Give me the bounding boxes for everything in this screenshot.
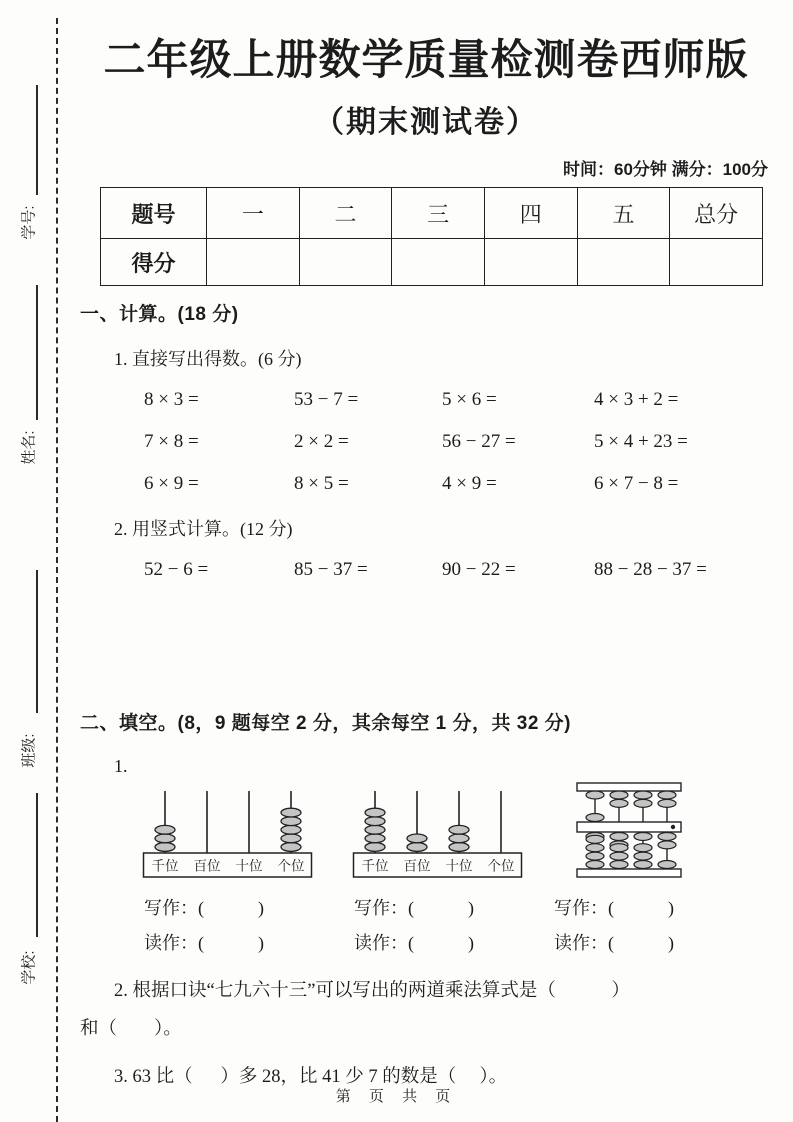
- student-id-blank-line: [36, 85, 38, 195]
- abacus-figure-2: [352, 790, 524, 880]
- score-table-header-cell: 三: [392, 188, 485, 239]
- score-table-value-row: [101, 239, 763, 286]
- read-as-blank: 读作：( ): [554, 933, 674, 954]
- math-problem: 6 × 9 =: [144, 472, 199, 494]
- math-problem: 52 − 6 =: [144, 559, 209, 581]
- math-problem: 53 − 7 =: [294, 389, 359, 411]
- svg-text:十位: 十位: [445, 858, 473, 874]
- section2-heading: 二、填空。(8，9 题每空 2 分，其余每空 1 分，共 32 分): [80, 713, 572, 735]
- name-blank-line: [36, 285, 38, 420]
- abacus-figure-3-suanpan: [574, 780, 684, 880]
- score-table: [100, 187, 763, 286]
- math-problem: 2 × 2 =: [294, 430, 349, 452]
- svg-text:千位: 千位: [151, 858, 179, 874]
- score-table-header-row: [101, 188, 763, 239]
- section1-sub2-label: 2. 用竖式计算。(12 分): [114, 519, 293, 540]
- svg-text:千位: 千位: [361, 858, 389, 874]
- time-and-score-meta: 时间：60分钟 满分：100分: [563, 160, 768, 180]
- math-problem: 56 − 27 =: [442, 430, 516, 452]
- section1-heading: 一、计算。(18 分): [80, 304, 239, 326]
- school-label: 学校:: [20, 950, 38, 985]
- score-cell-empty: [484, 239, 577, 286]
- exam-body: [80, 0, 772, 1089]
- svg-text:十位: 十位: [235, 858, 263, 874]
- read-as-blank: 读作：( ): [144, 933, 264, 954]
- score-table-header-cell: 题号: [101, 188, 207, 239]
- name-label: 姓名:: [20, 430, 38, 465]
- score-table-header-cell: 二: [299, 188, 392, 239]
- page-footer: 第 页 共 页: [335, 1088, 458, 1105]
- school-blank-line: [36, 793, 38, 937]
- score-cell-empty: [670, 239, 763, 286]
- score-table-header-cell: 四: [484, 188, 577, 239]
- class-label: 班级:: [20, 733, 38, 768]
- score-cell-empty: [299, 239, 392, 286]
- math-problem: 85 − 37 =: [294, 559, 368, 581]
- math-problem: 6 × 7 − 8 =: [594, 472, 679, 494]
- write-as-blank: 写作：( ): [144, 898, 264, 919]
- section1-sub1-label: 1. 直接写出得数。(6 分): [114, 349, 302, 370]
- svg-text:个位: 个位: [277, 858, 305, 874]
- write-read-answer-grid: [144, 894, 772, 955]
- math-problem: 4 × 3 + 2 =: [594, 389, 679, 411]
- abacus-figures-row: [142, 780, 772, 880]
- question2-line2: 和（ ）。: [80, 1019, 182, 1040]
- write-as-blank: 写作：( ): [354, 898, 474, 919]
- read-as-blank: 读作：( ): [354, 933, 474, 954]
- column-method-grid: [144, 558, 772, 583]
- math-problem: 5 × 4 + 23 =: [594, 430, 688, 452]
- student-id-label: 学号:: [20, 205, 38, 240]
- score-table-header-cell: 五: [577, 188, 670, 239]
- math-problem: 90 − 22 =: [442, 559, 516, 581]
- page-title: 二年级上册数学质量检测卷西师版: [103, 36, 749, 83]
- question3: 3. 63 比（ ）多 28，比 41 少 7 的数是（ ）。: [114, 1067, 508, 1088]
- svg-text:个位: 个位: [487, 858, 515, 874]
- score-cell-empty: [577, 239, 670, 286]
- abacus-figure-1: [142, 790, 314, 880]
- working-space: [80, 583, 772, 695]
- svg-text:百位: 百位: [193, 858, 221, 874]
- score-table-header-cell: 总分: [670, 188, 763, 239]
- question1-number: 1.: [114, 756, 128, 777]
- score-cell-empty: [392, 239, 485, 286]
- write-as-blank: 写作：( ): [554, 898, 674, 919]
- class-blank-line: [36, 570, 38, 713]
- svg-text:百位: 百位: [403, 858, 431, 874]
- score-row-label: 得分: [101, 239, 207, 286]
- math-problem: 8 × 5 =: [294, 472, 349, 494]
- page-subtitle: （期末测试卷）: [314, 106, 538, 140]
- mental-math-grid: [144, 388, 772, 496]
- math-problem: 4 × 9 =: [442, 472, 497, 494]
- math-problem: 88 − 28 − 37 =: [594, 559, 707, 581]
- score-cell-empty: [207, 239, 300, 286]
- math-problem: 8 × 3 =: [144, 389, 199, 411]
- question2-line1: 2. 根据口诀“七九六十三”可以写出的两道乘法算式是（ ）: [114, 981, 630, 1002]
- score-table-header-cell: 一: [207, 188, 300, 239]
- binding-dashed-line: [56, 18, 58, 1122]
- math-problem: 5 × 6 =: [442, 389, 497, 411]
- math-problem: 7 × 8 =: [144, 430, 199, 452]
